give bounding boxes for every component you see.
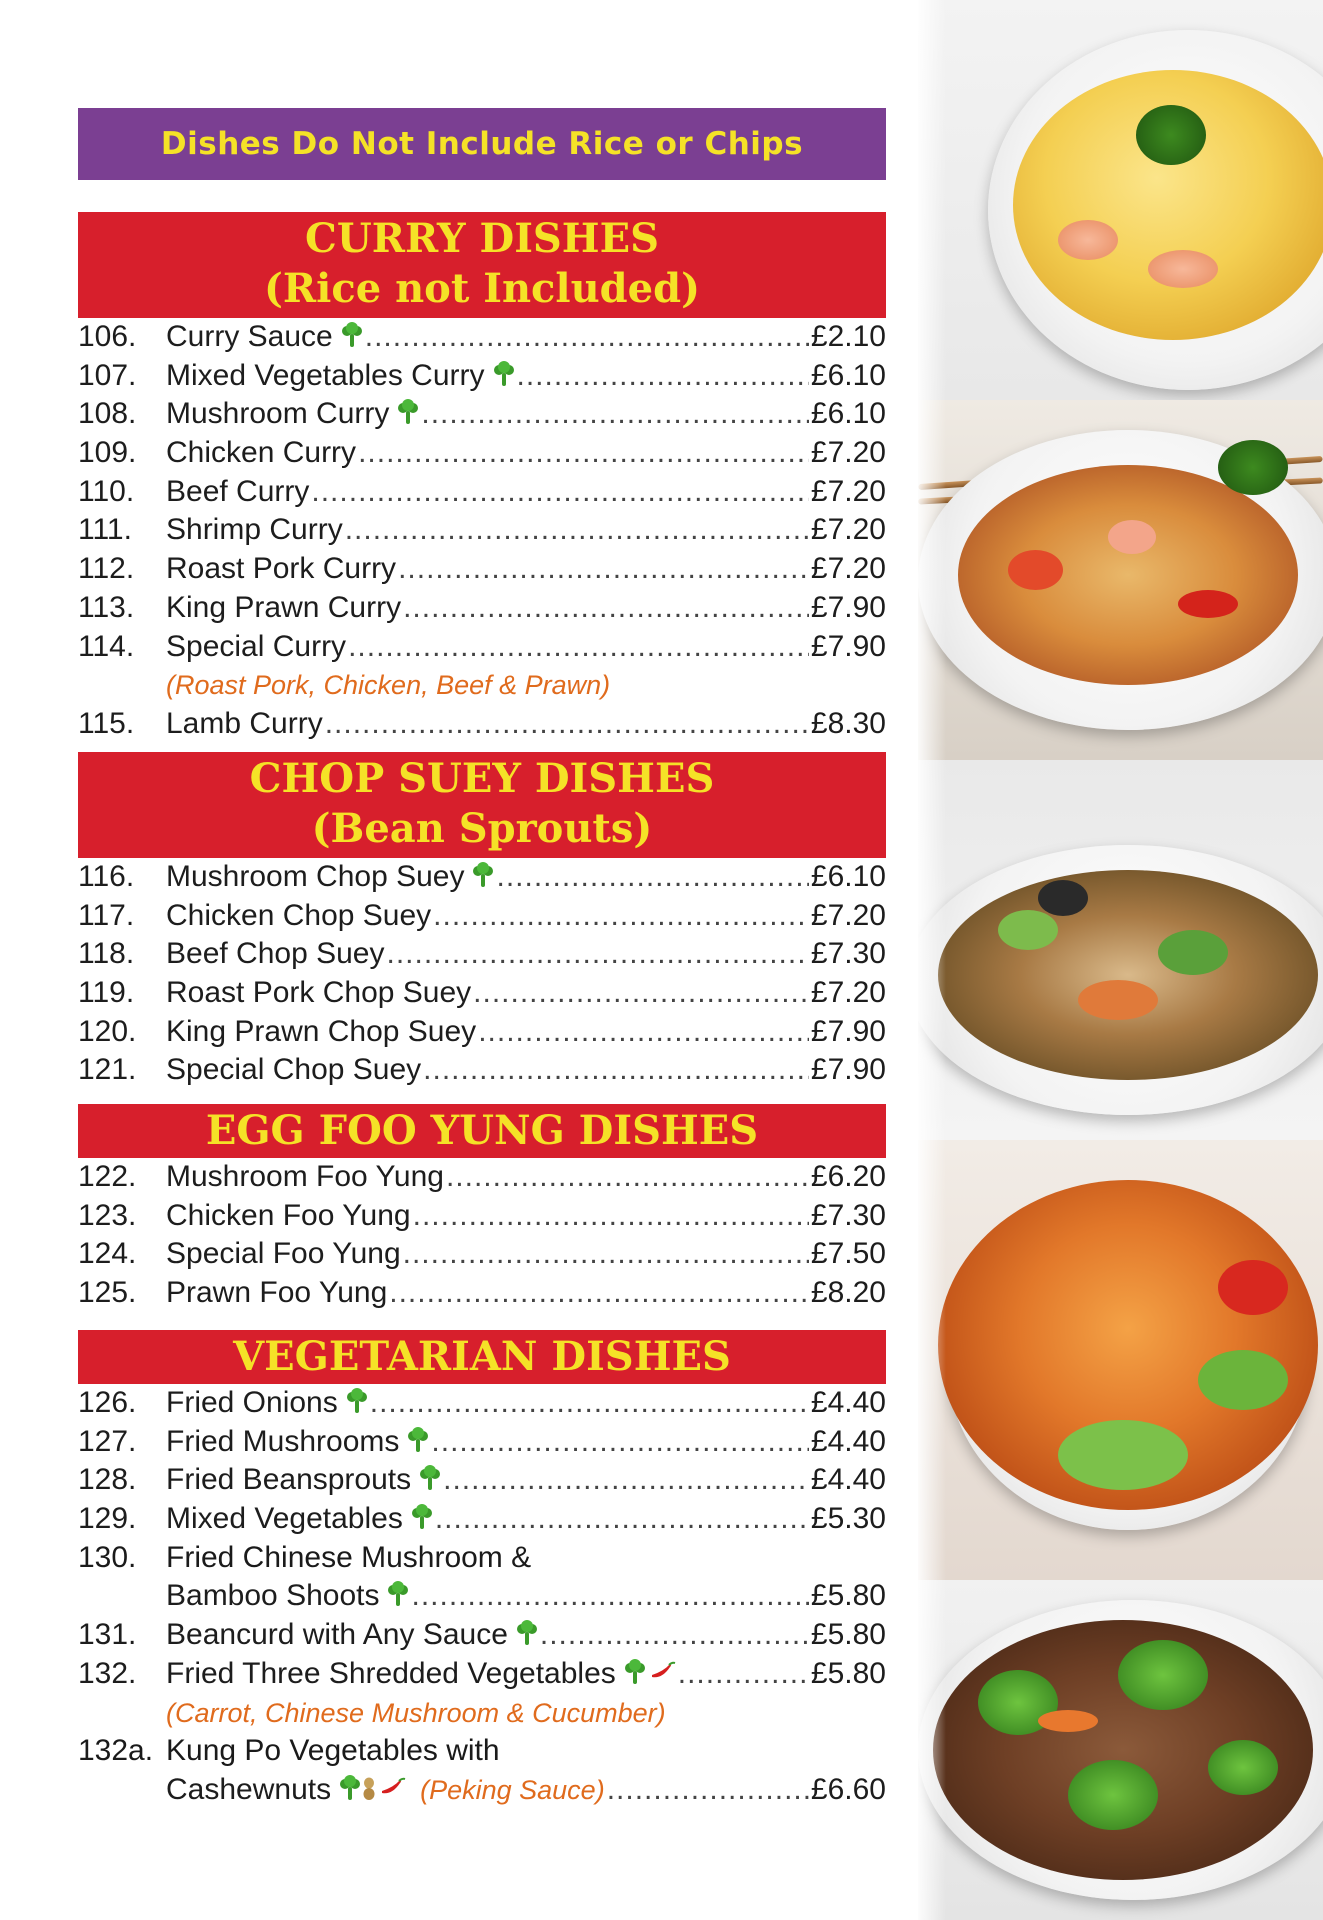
dot-leader bbox=[370, 1384, 809, 1423]
item-name bbox=[166, 858, 494, 897]
item-name bbox=[166, 1500, 433, 1539]
dot-leader bbox=[348, 628, 809, 667]
item-number: 114. bbox=[78, 629, 135, 663]
item-number: 121. bbox=[78, 1053, 137, 1087]
item-name bbox=[166, 705, 323, 744]
item-price: £6.60 bbox=[810, 1772, 886, 1806]
item-price: £5.30 bbox=[810, 1502, 886, 1536]
item-price: £7.20 bbox=[810, 436, 886, 470]
item-number: 119. bbox=[78, 976, 135, 1010]
item-price: £7.30 bbox=[810, 937, 886, 971]
item-name bbox=[166, 1771, 605, 1810]
item-number: 127. bbox=[78, 1424, 137, 1458]
item-name bbox=[166, 1461, 441, 1500]
item-name bbox=[166, 1577, 409, 1616]
item-name bbox=[166, 395, 419, 434]
item-name-text: Mushroom Chop Suey bbox=[166, 860, 465, 893]
item-sauce-note: (Peking Sauce) bbox=[420, 1774, 605, 1805]
item-number: 107. bbox=[78, 358, 137, 392]
dot-leader bbox=[325, 705, 809, 744]
dot-leader bbox=[435, 1500, 809, 1539]
menu-items bbox=[78, 318, 886, 744]
chilli-icon bbox=[378, 1777, 406, 1797]
menu-item bbox=[78, 1013, 886, 1052]
item-note: (Roast Pork, Chicken, Beef & Prawn) bbox=[166, 670, 611, 701]
item-name-text: Beef Chop Suey bbox=[166, 937, 385, 971]
item-price: £5.80 bbox=[810, 1656, 886, 1690]
dot-leader bbox=[389, 1274, 809, 1313]
menu-item bbox=[78, 1500, 886, 1539]
item-number: 122. bbox=[78, 1160, 137, 1193]
item-number: 125. bbox=[78, 1276, 137, 1310]
menu-item bbox=[78, 1655, 886, 1694]
dot-leader bbox=[431, 1423, 809, 1462]
menu-item bbox=[78, 1274, 886, 1313]
menu-section bbox=[78, 1104, 886, 1313]
item-price: £5.80 bbox=[810, 1618, 886, 1652]
item-name bbox=[166, 1158, 444, 1197]
item-price: £7.30 bbox=[810, 1198, 886, 1232]
item-price: £7.90 bbox=[810, 590, 886, 624]
menu-item bbox=[78, 1384, 886, 1423]
beef-broccoli-photo bbox=[918, 1580, 1323, 1920]
item-price: £6.10 bbox=[810, 860, 886, 893]
item-number: 108. bbox=[78, 397, 137, 431]
chop-suey-photo bbox=[918, 760, 1323, 1140]
item-number: 130. bbox=[78, 1540, 137, 1574]
item-number: 117. bbox=[78, 898, 135, 932]
item-name-text: King Prawn Curry bbox=[166, 590, 402, 624]
menu-item bbox=[78, 318, 886, 357]
dot-leader bbox=[496, 858, 808, 897]
rice-chips-notice: Dishes Do Not Include Rice or Chips bbox=[78, 108, 886, 180]
menu-item bbox=[78, 511, 886, 550]
item-name bbox=[166, 357, 515, 396]
menu-item bbox=[78, 550, 886, 589]
menu-item bbox=[78, 395, 886, 434]
menu-item bbox=[78, 1197, 886, 1236]
item-number: 112. bbox=[78, 552, 135, 586]
item-name-text: Fried Mushrooms bbox=[166, 1424, 400, 1458]
dot-leader bbox=[678, 1655, 809, 1694]
item-price: £4.40 bbox=[810, 1463, 886, 1497]
broccoli-icon bbox=[493, 361, 515, 387]
menu-item bbox=[78, 1771, 886, 1810]
item-name-text: Mixed Vegetables bbox=[166, 1502, 403, 1536]
item-name bbox=[166, 1384, 368, 1423]
menu-item bbox=[78, 1051, 886, 1090]
menu-item bbox=[78, 1577, 886, 1616]
item-price: £7.20 bbox=[810, 474, 886, 508]
item-name-text: Fried Three Shredded Vegetables bbox=[166, 1656, 616, 1690]
item-number: 128. bbox=[78, 1463, 137, 1497]
broccoli-icon bbox=[397, 399, 419, 425]
dot-leader bbox=[478, 1013, 809, 1052]
item-name bbox=[166, 1197, 411, 1236]
dot-leader bbox=[358, 434, 809, 473]
section-title-line: CHOP SUEY DISHES bbox=[249, 755, 715, 802]
broccoli-icon bbox=[387, 1581, 409, 1607]
menu-item bbox=[78, 858, 886, 897]
item-price: £8.20 bbox=[810, 1276, 886, 1310]
dot-leader bbox=[473, 974, 809, 1013]
item-name-text: Fried Beansprouts bbox=[166, 1463, 412, 1497]
item-price: £5.80 bbox=[810, 1579, 886, 1613]
egg-foo-yung-photo bbox=[918, 0, 1323, 400]
dot-leader bbox=[446, 1158, 809, 1197]
peanut-icon bbox=[362, 1777, 376, 1801]
item-price: £8.30 bbox=[810, 706, 886, 740]
menu-item bbox=[78, 1423, 886, 1462]
item-name-text: Chicken Curry bbox=[166, 436, 357, 470]
dot-leader bbox=[413, 1197, 809, 1236]
section-header bbox=[78, 1104, 886, 1158]
dot-leader bbox=[433, 897, 809, 936]
item-name-text: Mushroom Curry bbox=[166, 397, 390, 431]
menu-item bbox=[78, 974, 886, 1013]
item-price: £7.90 bbox=[810, 629, 886, 663]
menu-item bbox=[78, 897, 886, 936]
item-name bbox=[166, 511, 343, 550]
item-number: 131. bbox=[78, 1618, 137, 1652]
item-name-text: Mushroom Foo Yung bbox=[166, 1160, 444, 1193]
dot-leader bbox=[386, 935, 808, 974]
item-name-text: King Prawn Chop Suey bbox=[166, 1014, 477, 1048]
item-price: £4.40 bbox=[810, 1424, 886, 1458]
item-note: (Carrot, Chinese Mushroom & Cucumber) bbox=[166, 1697, 666, 1728]
menu-item-first-line bbox=[78, 1539, 886, 1578]
section-title-line: EGG FOO YUNG DISHES bbox=[205, 1107, 759, 1154]
menu-items bbox=[78, 1384, 886, 1810]
dot-leader bbox=[517, 357, 809, 396]
dot-leader bbox=[411, 1577, 808, 1616]
dot-leader bbox=[403, 589, 809, 628]
item-number: 106. bbox=[78, 320, 137, 353]
section-title-line: (Rice not Included) bbox=[264, 265, 700, 312]
item-name-text: Beef Curry bbox=[166, 474, 310, 508]
item-number: 109. bbox=[78, 436, 137, 470]
dot-leader bbox=[443, 1461, 809, 1500]
item-name-text: Chicken Foo Yung bbox=[166, 1198, 411, 1232]
broccoli-icon bbox=[472, 862, 494, 888]
dot-leader bbox=[403, 1235, 809, 1274]
item-name-text: Shrimp Curry bbox=[166, 513, 343, 547]
item-name-text: Bamboo Shoots bbox=[166, 1579, 380, 1613]
item-name-line1: Kung Po Vegetables with bbox=[166, 1734, 500, 1768]
section-header bbox=[78, 1330, 886, 1384]
item-name bbox=[166, 589, 401, 628]
menu-item bbox=[78, 1461, 886, 1500]
item-price: £7.20 bbox=[810, 898, 886, 932]
item-name bbox=[166, 1423, 429, 1462]
menu-item bbox=[78, 473, 886, 512]
item-name bbox=[166, 1655, 676, 1694]
dot-leader bbox=[421, 395, 809, 434]
menu-section bbox=[78, 212, 886, 744]
item-number: 132a. bbox=[78, 1734, 154, 1768]
item-name bbox=[166, 1235, 401, 1274]
item-name bbox=[166, 318, 363, 357]
item-price: £7.20 bbox=[810, 552, 886, 586]
item-name bbox=[166, 1051, 421, 1090]
item-name bbox=[166, 473, 309, 512]
item-price: £6.10 bbox=[810, 397, 886, 431]
menu-item bbox=[78, 434, 886, 473]
section-title-line: VEGETARIAN DISHES bbox=[233, 1333, 731, 1380]
item-number: 126. bbox=[78, 1386, 137, 1419]
menu-section bbox=[78, 752, 886, 1090]
broccoli-icon bbox=[346, 1388, 368, 1414]
menu-item-first-line bbox=[78, 1732, 886, 1771]
broccoli-icon bbox=[624, 1659, 646, 1685]
menu-item bbox=[78, 1158, 886, 1197]
item-name-text: Chicken Chop Suey bbox=[166, 898, 432, 932]
chilli-icon bbox=[648, 1661, 676, 1681]
menu-item bbox=[78, 589, 886, 628]
dot-leader bbox=[311, 473, 809, 512]
item-name bbox=[166, 1013, 476, 1052]
food-photo-column bbox=[918, 0, 1323, 1920]
item-name-text: Mixed Vegetables Curry bbox=[166, 358, 485, 392]
item-name bbox=[166, 434, 356, 473]
item-price: £6.10 bbox=[810, 358, 886, 392]
broccoli-icon bbox=[516, 1620, 538, 1646]
item-name bbox=[166, 974, 471, 1013]
dot-leader bbox=[398, 550, 809, 589]
broccoli-icon bbox=[411, 1504, 433, 1530]
item-name-text: Curry Sauce bbox=[166, 320, 333, 353]
menu-item bbox=[78, 705, 886, 744]
broccoli-icon bbox=[339, 1775, 361, 1801]
item-number: 123. bbox=[78, 1198, 137, 1232]
broccoli-icon bbox=[407, 1427, 429, 1453]
item-name bbox=[166, 1616, 538, 1655]
dot-leader bbox=[365, 318, 809, 357]
menu-items bbox=[78, 858, 886, 1090]
broccoli-icon bbox=[419, 1465, 441, 1491]
section-header bbox=[78, 752, 886, 858]
menu-item bbox=[78, 628, 886, 667]
item-name-text: Fried Onions bbox=[166, 1386, 338, 1419]
item-name-text: Beancurd with Any Sauce bbox=[166, 1618, 508, 1652]
item-number: 111. bbox=[78, 513, 132, 547]
item-price: £7.90 bbox=[810, 1053, 886, 1087]
item-name-text: Special Curry bbox=[166, 629, 347, 663]
item-number: 116. bbox=[78, 860, 135, 893]
item-number: 118. bbox=[78, 937, 135, 971]
item-price: £7.20 bbox=[810, 513, 886, 547]
item-price: £4.40 bbox=[810, 1386, 886, 1419]
item-price: £6.20 bbox=[810, 1160, 886, 1193]
item-name-text: Special Foo Yung bbox=[166, 1237, 401, 1271]
item-price: £7.90 bbox=[810, 1014, 886, 1048]
menu-item bbox=[78, 1616, 886, 1655]
item-number: 124. bbox=[78, 1237, 137, 1271]
item-name bbox=[166, 550, 396, 589]
sweet-sour-photo bbox=[918, 1140, 1323, 1580]
item-number: 132. bbox=[78, 1656, 137, 1690]
item-name-text: Roast Pork Curry bbox=[166, 552, 397, 586]
dot-leader bbox=[607, 1771, 809, 1810]
menu-item bbox=[78, 1235, 886, 1274]
noodles-photo bbox=[918, 400, 1323, 760]
menu-item bbox=[78, 357, 886, 396]
menu-item bbox=[78, 935, 886, 974]
item-name bbox=[166, 1274, 387, 1313]
item-price: £2.10 bbox=[810, 320, 886, 353]
item-name-text: Prawn Foo Yung bbox=[166, 1276, 388, 1310]
item-name-text: Cashewnuts bbox=[166, 1772, 332, 1806]
item-number: 120. bbox=[78, 1014, 137, 1048]
dot-leader bbox=[345, 511, 809, 550]
item-name bbox=[166, 628, 346, 667]
section-title-line: CURRY DISHES bbox=[305, 215, 659, 262]
item-name-text: Lamb Curry bbox=[166, 706, 323, 740]
menu-items bbox=[78, 1158, 886, 1313]
item-number: 113. bbox=[78, 590, 135, 624]
item-price: £7.20 bbox=[810, 976, 886, 1010]
item-name bbox=[166, 897, 431, 936]
broccoli-icon bbox=[341, 322, 363, 348]
item-name-line1: Fried Chinese Mushroom & bbox=[166, 1540, 532, 1574]
item-name-text: Special Chop Suey bbox=[166, 1053, 422, 1087]
item-name-text: Roast Pork Chop Suey bbox=[166, 976, 472, 1010]
menu-section bbox=[78, 1330, 886, 1810]
item-name bbox=[166, 935, 384, 974]
item-number: 129. bbox=[78, 1502, 137, 1536]
dot-leader bbox=[423, 1051, 809, 1090]
section-header bbox=[78, 212, 886, 318]
item-number: 110. bbox=[78, 474, 135, 508]
section-title-line: (Bean Sprouts) bbox=[311, 805, 653, 852]
item-price: £7.50 bbox=[810, 1237, 886, 1271]
item-number: 115. bbox=[78, 706, 135, 740]
dot-leader bbox=[540, 1616, 809, 1655]
